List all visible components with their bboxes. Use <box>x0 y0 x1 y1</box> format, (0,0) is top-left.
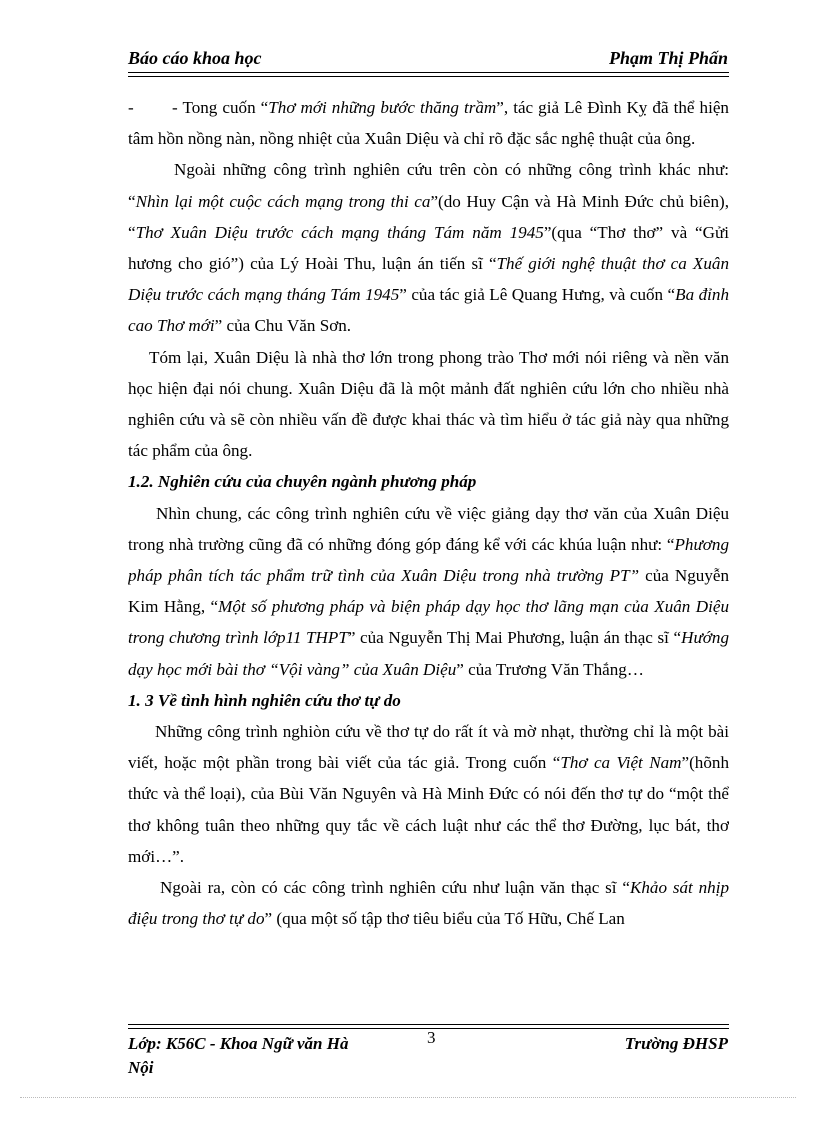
header-author: Phạm Thị Phấn <box>608 48 728 68</box>
paragraph-8: Ngoài ra, còn có các công trình nghiên cứu như luận văn thạc sĩ “Khảo sát nhịp điệu trong thơ tự do” (qua một số tập thơ tiêu biểu của Tố Hữu, Chế Lan <box>128 878 729 929</box>
page-bottom-divider <box>20 1097 796 1098</box>
paragraph-2: Ngoài những công trình nghiên cứu trên còn có những công trình khác như: “Nhìn lại một cuộc cách mạng trong thi ca”(do Huy Cận và Hà Minh Đức chủ biên), “Thơ Xuân Diệu trước cách mạng tháng Tám năm 1945”(qua “Thơ thơ” và “Gửi hương cho gió”) của Lý Hoài Thu, luận án tiến sĩ “Thế giới nghệ thuật thơ ca Xuân Diệu trước cách mạng tháng Tám 1945” của tác giả Lê Quang Hưng, và cuốn “Ba đỉnh cao Thơ mới” của Chu Văn Sơn. <box>128 160 729 336</box>
work-title: Thơ ca Việt Nam <box>560 753 682 773</box>
paragraph-1: - - Tong cuốn “Thơ mới những bước thăng trầm”, tác giả Lê Đình Kỵ đã thể hiện tâm hồn nồng nàn, nồng nhiệt của Xuân Diệu và chỉ rõ đặc sắc nghệ thuật của ông. <box>128 92 729 154</box>
work-title: Phương pháp phân tích tác phẩm trữ tình của Xuân Diệu trong nhà trường PT” <box>128 534 729 586</box>
page-number: 3 <box>427 1028 436 1047</box>
page-body <box>128 92 729 1017</box>
book-title: Thơ mới những bước thăng trầm <box>268 98 497 117</box>
page-header <box>128 48 728 74</box>
section-heading-1-3: 1. 3 Về tình hình nghiên cứu thơ tự do <box>128 690 401 710</box>
section-heading-1-2: 1.2. Nghiên cứu của chuyên ngành phương pháp <box>128 472 477 492</box>
header-rule-thick <box>128 72 729 73</box>
footer-class-info: Lớp: K56C - Khoa Ngữ văn Hà Nội <box>128 1034 349 1077</box>
paragraph-3: Tóm lại, Xuân Diệu là nhà thơ lớn trong phong trào Thơ mới nói riêng và nền văn học hiện đại nói chung. Xuân Diệu đã là một mảnh đất nghiên cứu lớn cho nhiều nhà nghiên cứu và sẽ còn nhiều vấn đề được khai thác và tìm hiểu ở tác giả này qua những tác phẩm của ông. <box>128 347 729 461</box>
work-title: Một số phương pháp và biện pháp dạy học thơ lãng mạn của Xuân Diệu trong chương trình lớp11 THPT <box>128 597 729 648</box>
work-title: Thơ Xuân Diệu trước cách mạng tháng Tám năm 1945 <box>135 222 544 242</box>
work-title: Khảo sát nhịp điệu trong thơ tự do <box>128 878 729 929</box>
work-title: Thế giới nghệ thuật thơ ca Xuân Diệu trước cách mạng tháng Tám 1945 <box>128 254 729 305</box>
header-title: Báo cáo khoa học <box>128 48 262 68</box>
work-title: Hướng dạy học mới bài thơ “Vội vàng” của Xuân Diệu <box>128 628 729 679</box>
bullet-dash: - <box>128 98 134 117</box>
paragraph-5: Nhìn chung, các công trình nghiên cứu về việc giảng dạy thơ văn của Xuân Diệu trong nhà trường cũng đã có những đóng góp đáng kể với các khúa luận như: “Phương pháp phân tích tác phẩm trữ tình của Xuân Diệu trong nhà trường PT” của Nguyễn Kim Hằng, “Một số phương pháp và biện pháp dạy học thơ lãng mạn của Xuân Diệu trong chương trình lớp11 THPT” của Nguyễn Thị Mai Phương, luận án thạc sĩ “Hướng dạy học mới bài thơ “Vội vàng” của Xuân Diệu” của Trương Văn Thắng… <box>128 503 729 679</box>
paragraph-7: Những công trình nghiòn cứu về thơ tự do rất ít và mờ nhạt, thường chỉ là một bài viết, hoặc một phần trong bài viết của tác giả. Trong cuốn “Thơ ca Việt Nam”(hõnh thức và thể loại), của Bùi Văn Nguyên và Hà Minh Đức có nói đến thơ tự do “một thể thơ không tuân theo những quy tắc về cách luật như các thể thơ Đường, lục bát, thơ mới…”. <box>128 722 729 866</box>
footer-rule-thick <box>128 1024 729 1025</box>
footer-school: Trường ĐHSP <box>624 1034 728 1053</box>
header-rule-thin <box>128 76 729 77</box>
work-title: Ba đỉnh cao Thơ mới <box>128 285 729 336</box>
work-title: Nhìn lại một cuộc cách mạng trong thi ca <box>135 191 431 211</box>
